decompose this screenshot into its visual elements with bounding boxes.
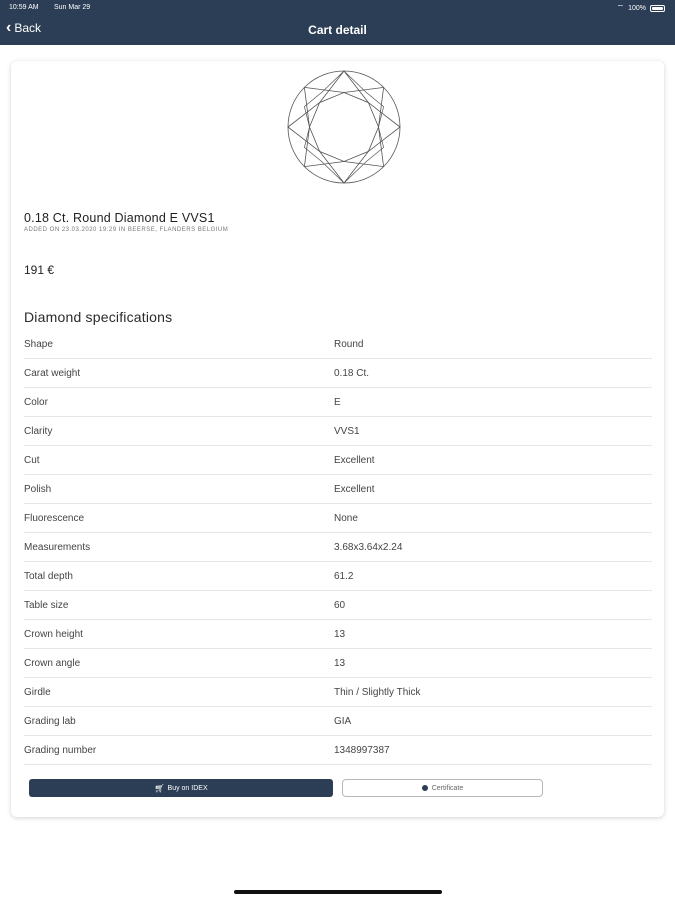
- spec-label: Clarity: [24, 426, 53, 437]
- spec-value: 13: [334, 629, 346, 640]
- spec-row: [24, 649, 652, 678]
- spec-value: VVS1: [334, 426, 360, 437]
- spec-label: Carat weight: [24, 368, 81, 379]
- spec-row: [24, 475, 652, 504]
- battery-percent: 100%: [628, 4, 646, 12]
- battery-icon: [650, 5, 665, 12]
- spec-row: [24, 678, 652, 707]
- spec-label: Measurements: [24, 542, 91, 553]
- spec-value: None: [334, 513, 358, 524]
- home-indicator[interactable]: [234, 890, 442, 894]
- spec-row: [24, 533, 652, 562]
- spec-row: [24, 388, 652, 417]
- navigation-bar: [0, 0, 675, 45]
- certificate-icon: [422, 785, 428, 791]
- spec-value: GIA: [334, 716, 352, 727]
- spec-value: 0.18 Ct.: [334, 368, 370, 379]
- product-added-info: ADDED ON 23.03.2020 19:29 IN BEERSE, FLANDERS BELGIUM: [24, 227, 229, 233]
- specifications-table: [24, 330, 652, 765]
- spec-label: Fluorescence: [24, 513, 85, 524]
- spec-row: [24, 417, 652, 446]
- wifi-icon: ⌔: [616, 3, 625, 12]
- status-date: Sun Mar 29: [54, 4, 91, 11]
- back-label: Back: [14, 21, 42, 35]
- status-indicators: [617, 3, 665, 13]
- spec-row: [24, 620, 652, 649]
- product-card: [11, 61, 664, 817]
- spec-value: 13: [334, 658, 346, 669]
- page-title: Cart detail: [308, 23, 367, 37]
- buy-label: Buy on IDEX: [167, 784, 208, 792]
- spec-label: Color: [24, 397, 48, 408]
- certificate-button[interactable]: [342, 779, 543, 797]
- buy-on-idex-button[interactable]: [29, 779, 333, 797]
- spec-label: Grading lab: [24, 716, 76, 727]
- spec-label: Polish: [24, 484, 52, 495]
- spec-label: Cut: [24, 455, 40, 466]
- spec-label: Grading number: [24, 745, 97, 756]
- spec-value: Thin / Slightly Thick: [334, 687, 421, 698]
- spec-label: Girdle: [24, 687, 51, 698]
- cart-icon: 🛒︎: [154, 783, 165, 793]
- certificate-label: Certificate: [431, 784, 464, 792]
- spec-value: 60: [334, 600, 346, 611]
- spec-label: Total depth: [24, 571, 73, 582]
- spec-value: Round: [334, 339, 364, 350]
- spec-value: 1348997387: [334, 745, 390, 756]
- spec-value: 3.68x3.64x2.24: [334, 542, 403, 553]
- spec-row: [24, 504, 652, 533]
- spec-row: [24, 446, 652, 475]
- spec-row: [24, 591, 652, 620]
- spec-value: 61.2: [334, 571, 354, 582]
- spec-value: E: [334, 397, 341, 408]
- spec-row: [24, 736, 652, 765]
- spec-label: Crown angle: [24, 658, 81, 669]
- spec-row: [24, 562, 652, 591]
- diamond-icon: [286, 69, 402, 185]
- status-time: 10:59 AM: [9, 4, 39, 11]
- product-title: 0.18 Ct. Round Diamond E VVS1: [24, 211, 215, 225]
- spec-value: Excellent: [334, 455, 375, 466]
- specifications-heading: Diamond specifications: [24, 309, 173, 325]
- product-price: 191 €: [24, 263, 55, 277]
- spec-row: [24, 707, 652, 736]
- chevron-left-icon: ‹: [6, 19, 12, 36]
- spec-label: Table size: [24, 600, 69, 611]
- spec-label: Crown height: [24, 629, 83, 640]
- spec-value: Excellent: [334, 484, 375, 495]
- spec-row: [24, 359, 652, 388]
- spec-row: [24, 330, 652, 359]
- spec-label: Shape: [24, 339, 53, 350]
